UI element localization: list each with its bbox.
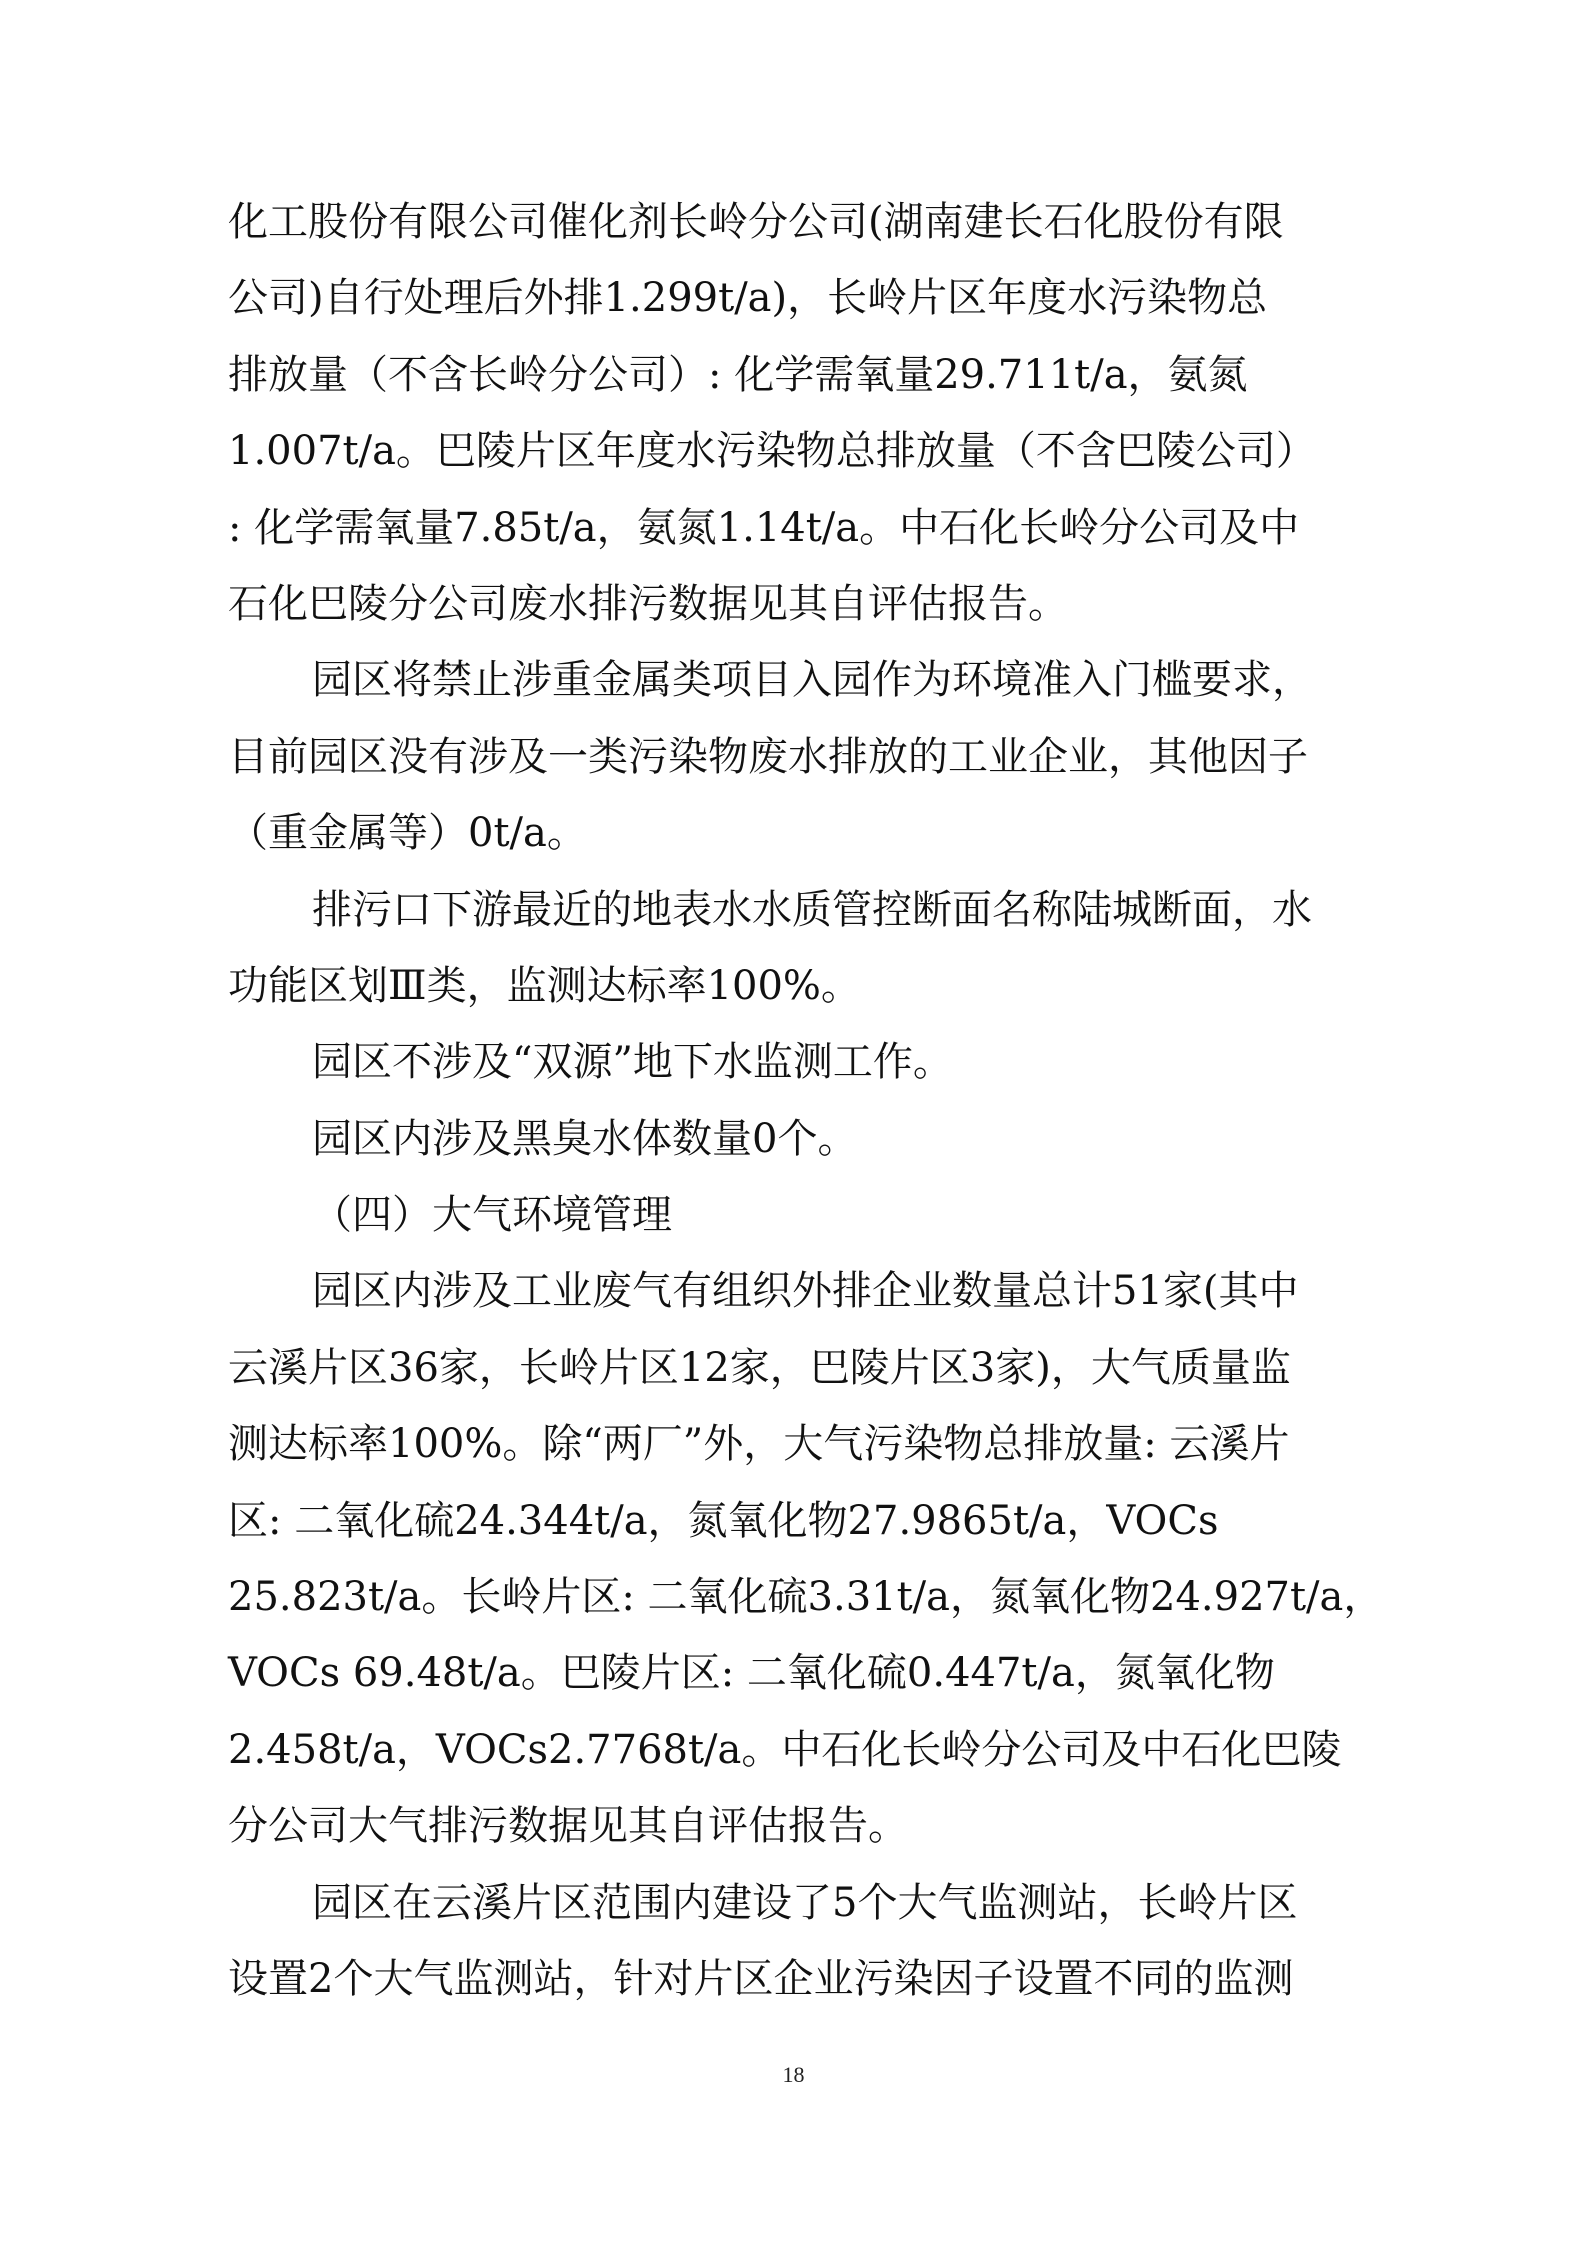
text-line: 园区内涉及黑臭水体数量0个。: [312, 1115, 858, 1162]
text-line: 云溪片区36家，长岭片区12家，巴陵片区3家)，大气质量监: [228, 1344, 1291, 1391]
text-line: 设置2个大气监测站，针对片区企业污染因子设置不同的监测: [228, 1955, 1294, 2002]
page-number: 18: [782, 2062, 805, 2087]
text-line: 园区内涉及工业废气有组织外排企业数量总计51家(其中: [312, 1268, 1299, 1315]
text-line: 区: 二氧化硫24.344t/a，氮氧化物27.9865t/a，VOCs: [228, 1497, 1219, 1544]
text-line: : 化学需氧量7.85t/a，氨氮1.14t/a。中石化长岭分公司及中: [228, 504, 1300, 551]
text-line: 25.823t/a。长岭片区: 二氧化硫3.31t/a，氮氧化物24.927t/a，: [228, 1574, 1384, 1621]
text-line: 石化巴陵分公司废水排污数据见其自评估报告。: [228, 580, 1068, 627]
text-line: 排放量（不含长岭分公司）: 化学需氧量29.711t/a，氨氮: [228, 351, 1248, 398]
text-line: 2.458t/a，VOCs2.7768t/a。中石化长岭分公司及中石化巴陵: [228, 1726, 1342, 1773]
text-line: 目前园区没有涉及一类污染物废水排放的工业企业，其他因子: [228, 733, 1308, 780]
text-line: 分公司大气排污数据见其自评估报告。: [228, 1803, 908, 1850]
text-line: 测达标率100%。除“两厂”外，大气污染物总排放量: 云溪片: [228, 1421, 1290, 1468]
text-line: 化工股份有限公司催化剂长岭分公司(湖南建长石化股份有限: [228, 199, 1284, 245]
text-line: 公司)自行处理后外排1.299t/a)，长岭片区年度水污染物总: [228, 275, 1268, 322]
text-line: 1.007t/a。巴陵片区年度水污染物总排放量（不含巴陵公司）: [228, 428, 1316, 475]
section-heading: （四）大气环境管理: [312, 1192, 672, 1239]
text-line: VOCs 69.48t/a。巴陵片区: 二氧化硫0.447t/a，氮氧化物: [228, 1650, 1275, 1697]
text-line: 排污口下游最近的地表水水质管控断面名称陆城断面，水: [312, 886, 1312, 933]
text-line: （重金属等）0t/a。: [228, 810, 587, 857]
text-line: 园区将禁止涉重金属类项目入园作为环境准入门槛要求，: [312, 657, 1312, 704]
body-text: [228, 184, 1384, 2017]
text-line: 园区在云溪片区范围内建设了5个大气监测站，长岭片区: [312, 1879, 1298, 1926]
text-line: 园区不涉及“双源”地下水监测工作。: [312, 1039, 953, 1086]
text-line: 功能区划Ⅲ类，监测达标率100%。: [228, 962, 861, 1009]
